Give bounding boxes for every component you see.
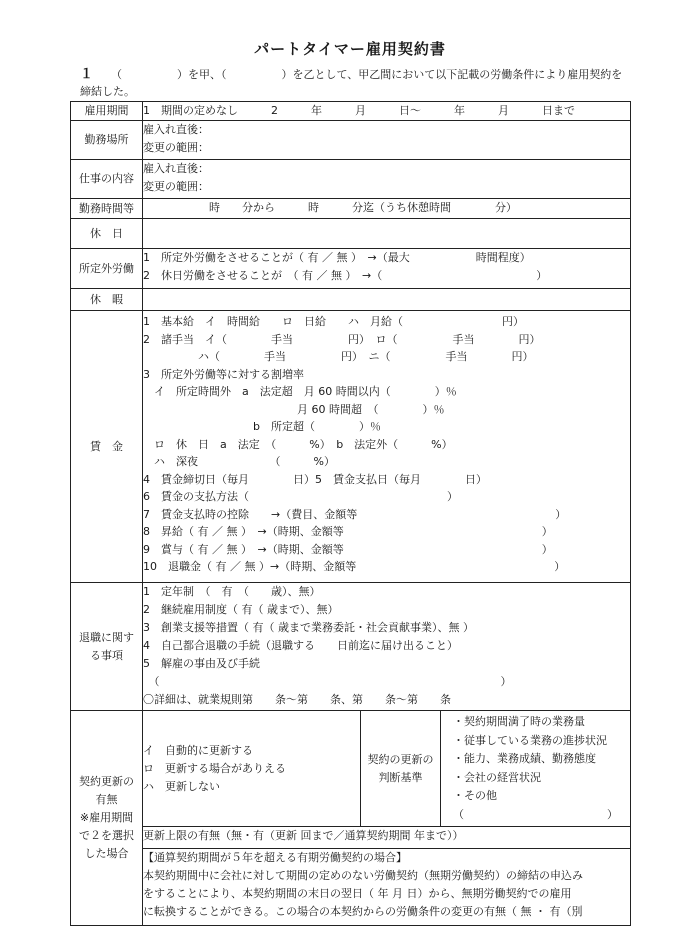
row-employment-period [71,102,631,121]
wage-line: ロ 休 日 a 法定 （ %） b 法定外（ %） [143,437,453,451]
retire-line: 4 自己都合退職の手続（退職する 日前迄に届け出ること） [143,639,458,652]
wage-line: 9 賞与（ 有 ／ 無 ） →（時期、金額等 ） [143,542,553,556]
row-working-hours [71,199,631,219]
renewal-limit-text: 更新上限の有無（無・有（更新 回まで／通算契約期間 年まで）） [143,829,464,842]
holiday-work-line: 2 休日労働をさせることが （ 有 ／ 無 ） →（ ） [143,269,548,282]
intro-number: １ [80,67,94,82]
job-change-scope: 変更の範囲： [143,180,209,193]
renewal-option: ロ 更新する場合がありえる [143,761,286,775]
wage-line: 6 賃金の支払方法（ ） [143,490,458,503]
row-renewal [71,711,631,827]
intro-text: （ ）を甲、（ ）を乙として、甲乙間において以下記載の労働条件により雇用契約を締結した。 [80,68,623,98]
workplace-initial: 雇入れ直後： [143,123,209,136]
retire-line: 〇詳細は、就業規則第 条～第 条、第 条～第 条 [143,693,451,706]
document-title: パートタイマー雇用契約書 [254,40,446,58]
row-leave [71,289,631,311]
contract-table [70,101,631,926]
row-overtime [71,249,631,289]
row-renewal-limit [71,827,631,849]
retire-line: 2 継続雇用制度（ 有（ 歳まで）、無） [143,603,339,616]
label-holidays: 休 日 [71,219,143,249]
workplace-change-scope: 変更の範囲： [143,141,209,154]
retire-line: 5 解雇の事由及び手続 [143,657,260,670]
criteria-item: ・会社の経営状況 [453,770,541,784]
label-renewal: 契約更新の有無 ※雇用期間で２を選択した場合 [71,711,143,926]
wage-line: ハ（ 手当 円） ニ（ 手当 円） [143,350,534,363]
holidays-value [143,219,631,249]
label-wage: 賃 金 [71,311,143,583]
criteria-item: ・契約期間満了時の業務量 [453,715,585,728]
conversion-title: 【通算契約期間が５年を超える有期労働契約の場合】 [143,851,407,864]
working-hours-text: 時 分から 時 分迄（うち休憩時間 分） [143,201,517,214]
conversion-line: 本契約期間中に会社に対して期間の定めのない労働契約（無期労働契約）の締結の申込み [143,869,583,882]
retire-line: 1 定年制 （ 有 （ 歳）、無） [143,585,321,598]
wage-line: 月 60 時間超 （ ）％ [143,402,445,416]
wage-line: 10 退職金（ 有 ／ 無 ）→（時期、金額等 ） [143,560,566,573]
job-initial: 雇入れ直後： [143,162,209,175]
retire-line: 3 創業支援等措置（ 有（ 歳まで業務委託・社会貢献事業）、無 ） [143,621,474,634]
row-retirement [71,583,631,711]
wage-line: 3 所定外労働等に対する割増率 [143,367,304,381]
intro-paragraph [80,66,630,100]
conversion-line: に転換することができる。この場合の本契約からの労働条件の変更の有無（ 無 ・ 有（別 [143,905,583,918]
label-employment-period: 雇用期間 [71,102,143,121]
wage-line: 8 昇給（ 有 ／ 無 ） →（時期、金額等 ） [143,525,553,538]
criteria-item: （ ） [453,807,618,821]
leave-value [143,289,631,311]
label-retirement: 退職に関する事項 [71,583,143,711]
conversion-line: をすることにより、本契約期間の末日の翌日（ 年 月 日）から、無期労働契約での雇用 [143,887,572,900]
wage-line: 2 諸手当 イ（ 手当 円） ロ（ 手当 円） [143,332,541,346]
row-job-content [71,160,631,199]
label-job-content: 仕事の内容 [71,160,143,199]
employment-period-text: 1 期間の定めなし 2 年 月 日～ 年 月 日まで [143,104,575,117]
wage-line: 4 賃金締切日（毎月 日）5 賃金支払日（毎月 日） [143,472,487,486]
renewal-option: ハ 更新しない [143,779,220,793]
renewal-option: イ 自動的に更新する [143,743,253,757]
label-leave: 休 暇 [71,289,143,311]
wage-line: 7 賃金支払時の控除 →（費目、金額等 ） [143,507,567,521]
row-holidays [71,219,631,249]
overtime-line: 1 所定外労働をさせることが（ 有 ／ 無 ） →（最大 時間程度） [143,251,531,264]
criteria-item: ・従事している業務の進捗状況 [453,733,607,747]
wage-line: b 所定超（ ）％ [143,420,381,433]
label-renewal-criteria: 契約の更新の判断基準 [361,711,441,827]
label-overtime: 所定外労働 [71,249,143,289]
row-workplace [71,121,631,160]
row-indefinite-conversion [71,849,631,926]
criteria-item: ・その他 [453,789,497,802]
wage-line: ハ 深夜 （ %） [143,455,335,468]
label-working-hours: 勤務時間等 [71,199,143,219]
criteria-item: ・能力、業務成績、勤務態度 [453,752,596,765]
row-wage [71,311,631,583]
wage-line: イ 所定時間外 a 法定超 月 60 時間以内（ ）％ [143,385,457,398]
retire-line: （ ） [143,675,512,688]
label-workplace: 勤務場所 [71,121,143,160]
wage-line: 1 基本給 イ 時間給 ロ 日給 ハ 月給（ 円） [143,315,524,328]
